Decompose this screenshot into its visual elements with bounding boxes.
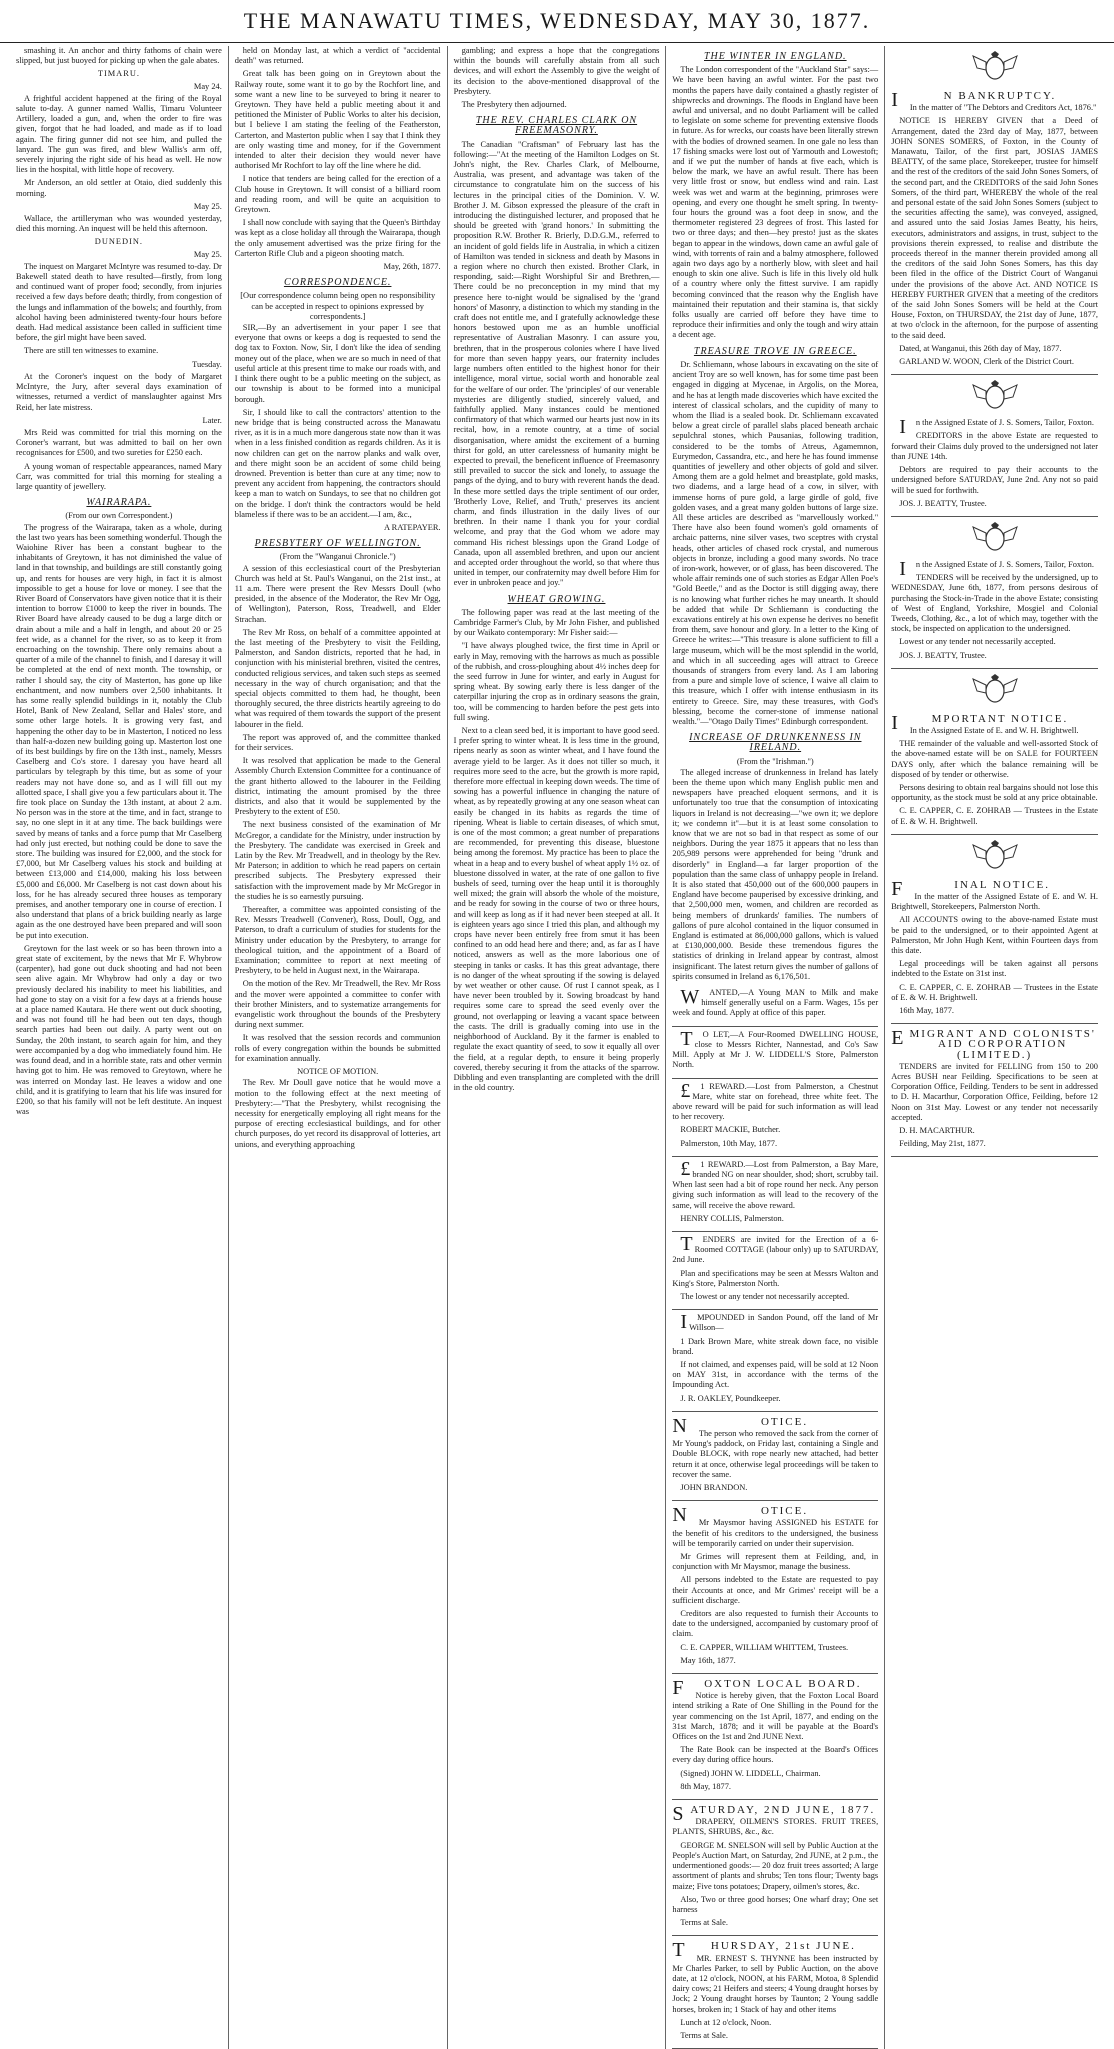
article-paragraph: gambling; and express a hope that the congregations within the bounds will carefully abstain from all such devices, and will exhort the Assembly to give the weight of its decision to the above-mentioned disapproval of the Presbytery.	[453, 46, 660, 96]
dateline: TIMARU.	[97, 69, 140, 79]
advertisement	[891, 875, 1098, 1024]
date-subline: May 25.	[193, 249, 222, 259]
advertisement-text: CREDITORS in the above Estate are requested to forward their Claims duly proved to the undersigned not later than JUNE 14th.	[891, 431, 1098, 461]
article-paragraph: It was resolved that application be made to the General Assembly Church Extension Committee for a continuance of the grant hitherto allowed to the labourer in the Feilding district, intimating the amount promised by the three districts, and also that it would be supplemented by the Presbytery to the extent of £50.	[234, 756, 441, 817]
advertisement-text: IMPOUNDED in Sandon Pound, off the land of Mr Willson—	[680, 1311, 879, 1334]
advertisement	[891, 86, 1098, 375]
advertisement-text: DRAPERY, OILMEN'S STORES. FRUIT TREES, PLANTS, SHRUBS, &c., &c.	[672, 1817, 879, 1837]
masthead	[0, 0, 1114, 43]
advertisement-text: Lowest or any tender not necessarily accepted.	[899, 637, 1056, 647]
article-paragraph: SIR,—By an advertisement in your paper I see that everyone that owns or keeps a dog is requested to send the dog tax to Foxton. Now, Sir, I don't like the idea of sending money out of the place, when we are so much in need of that useful article at this present time to make our roads with, and I think there ought to be a public meeting on the subject, as our township is about to be formed into a municipal borough.	[234, 323, 441, 404]
article-paragraph: Dr. Schliemann, whose labours in excavating on the site of ancient Troy are so well known, has for some time past been engaged in digging at Mycenae, in Argolis, on the Morea, and he has at length made discoveries which have excited the interest of classical scholars, and the cupidity of many to whom the Iliad is a sealed book. Dr. Schliemann excavated below a great circle of parallel slabs placed beneath archaic sepulchral stones, which Pausanias, following tradition, considered to be the tombs of Atreus, Agamemnon, Eurymedon, Cassandra, etc., and here he has found immense quantities of jewellery and other objects of gold and silver. Among them are a gold helmet and breastplate, gold masks, two diadems, and a large head of a cow, in silver, with immense horns of pure gold, a large girdle of gold, five golden vases, and a great many golden buttons of large size. All these articles are described as "marvellously worked." There have also been found women's gold ornaments of archaic patterns, nine silver vases, two sceptres with crystal heads, other articles of chased rock crystal, and numerous objects in bronze, including a good many swords. No trace of iron-work, however, or of glass, has been discovered. The whole affair reminds one of such stories as Edgar Allen Poe's "Gold Beetle," and as the Doctor is still digging away, there is no knowing what further riches he may unearth. It should be added that while Dr Schliemann is conducting the excavations entirely at his own expense he derives no benefit from them, save honour and glory. In a letter to the King of Greece he writes:—"This treasure is alone sufficient to fill a large museum, which will be the most splendid in the world, and which in all succeeding ages will attract to Greece thousands of strangers from every land. As I am laboring from a pure and simple love of science, I waive all claim to this treasure, which I offer with intense enthusiasm in its entirety to Greece. Sire, may these treasures, with God's blessing, become the corner-stone of immense national wealth."—"Otago Daily Times" Edinburgh correspondent.	[672, 359, 879, 726]
column-1	[10, 46, 229, 2049]
article-paragraph: "I have always ploughed twice, the first time in April or early in May, removing with the harrows as much as possible of the rubbish, and cross-ploughing about 4½ inches deep for the seed furrow in June for winter, and early in August for spring wheat. By sowing early there is less danger of the caterpillar injuring the crop as in ordinary seasons the grain, too, will be commencing to harden before the pest gets into full swing.	[453, 641, 660, 722]
royal-crest-icon	[967, 521, 1023, 553]
advertisement-title: FOXTON LOCAL BOARD.	[672, 1677, 862, 1700]
advertisement-text: Mr Maysmor having ASSIGNED his ESTATE for the benefit of his creditors to the undersigned, the business will be temporarily carried on under their supervision.	[672, 1518, 879, 1548]
article-paragraph: The inquest on Margaret McIntyre was resumed to-day. Dr Bakewell stated death to have resulted—firstly, from long and continued want of proper food; secondly, from injuries received a few days before death; thirdly, from congestion of the lungs and inflammation of the bowels; and fourthly, from alcohol having been administered twenty-four hours before death. Had medical assistance been called in sufficient time before, the girl might have been saved.	[16, 261, 222, 343]
newspaper-title: THE MANAWATU TIMES, WEDNESDAY, MAY 30, 1877.	[243, 8, 871, 33]
article-paragraph: Great talk has been going on in Greytown about the Railway route, some want it to go by the Rochfort line, and some want a new line to be surveyed to bring it nearer to Greytown. They have held a public meeting about it and petitioned the Minister of Public Works to alter his decision, but I believe I am stating the feeling of the Featherston, Carterton, and Masterton public when I say that I think they are only wasting time and money, for if the Government intended to alter their decision they would never have authorised Mr Rochfort to lay off the line where he did.	[234, 69, 441, 171]
advertisement-text: Terms at Sale.	[680, 2030, 728, 2040]
advertisement	[672, 1800, 878, 1936]
centered-note: (From our own Correspondent.)	[65, 511, 173, 521]
article-headline: WHEAT GROWING.	[507, 593, 606, 605]
advertisement-title: IMPORTANT NOTICE.	[891, 711, 1069, 734]
article-paragraph: held on Monday last, at which a verdict of "accidental death" was returned.	[234, 46, 441, 66]
advertisement	[672, 1310, 878, 1412]
advertisement-text: C. E. CAPPER, WILLIAM WHITTEM, Trustees.	[680, 1642, 849, 1652]
date-subline: May, 26th, 1877.	[383, 262, 441, 272]
article-paragraph: Mrs Reid was committed for trial this morning on the Coroner's warrant, but was admitted to bail on her own recognisances for £500, and two sureties for £250 each.	[16, 427, 222, 458]
royal-crest-icon	[967, 50, 1023, 82]
article-paragraph: I shall now conclude with saying that the Queen's Birthday was kept as a close holiday all through the Wairarapa, though the only amusement advertised was the prize firing for the Carterton Rifle Club and a pigeon shooting match.	[234, 218, 441, 258]
article-paragraph: The next business consisted of the examination of Mr McGregor, a candidate for the Ministry, under instruction by the Presbytery. The candidate was exercised in Greek and Latin by the Rev. Mr Treadwell, and in theology by the Rev. Mr Paterson; in addition to which he read papers on certain prescribed subjects. The Presbytery expressed their satisfaction with the improvement made by Mr McGregor in the studies he is so earnestly pursuing.	[234, 820, 441, 901]
advertisement-text: D. H. MACARTHUR.	[899, 1126, 975, 1136]
advertisement-title: THURSDAY, 21st JUNE.	[672, 1939, 856, 1962]
dateline: DUNEDIN.	[94, 237, 144, 247]
article-headline: THE WINTER IN ENGLAND.	[704, 51, 847, 62]
advertisement-text: GARLAND W. WOON, Clerk of the District Court.	[899, 357, 1074, 367]
advertisement-text: The person who removed the sack from the corner of Mr Young's paddock, on Friday last, containing a Single and Double BLOCK, with rope nearly new attached, had better return it at once, otherwise legal proceedings will be taken to recover the same.	[672, 1428, 879, 1479]
article-paragraph: Wallace, the artilleryman who was wounded yesterday, died this morning. An inquest will be held this afternoon.	[16, 214, 222, 234]
article-paragraph: The Rev Mr Ross, on behalf of a committee appointed at the last meeting of the Presbytery to visit the Feilding, Palmerston, and Sandon districts, reported that he had, in conjunction with his ministerial brethren, visited the centres, conducted religious services, and taken such steps as seemed necessary in the way of church organisation; and that the special objects committed to them had, he thought, been thoroughly secured, the three districts heartily agreeing to do what was required of them towards the support of the present labourer in the field.	[234, 627, 441, 729]
article-paragraph: The report was approved of, and the committee thanked for their services.	[234, 732, 441, 752]
article-headline: WAIRARAPA.	[86, 497, 152, 509]
advertisement-text: MR. ERNEST S. THYNNE has been instructed by Mr Charles Parker, to sell by Public Auction, on the above date, at 12 o'clock, NOON, at his FARM, Motoa, 8 Splendid dairy cows; 21 Heifers and steers; 4 Young draught horses by Jock; 2 Young draught horses by Taunton; 2 Young saddle horses, broken in; 1 Stack of hay and other items	[672, 1953, 879, 2014]
article-paragraph: The alleged increase of drunkenness in Ireland has lately been the theme upon which many English public men and newspapers have preached eloquent sermons, and it is unfortunately too true that the consumption of intoxicating liquors in Ireland is not decreasing—"we own it; we deplore it; we condemn it"—but it is at least some consolation to know that we are not so bad in that respect as some of our neighbors. During the year 1875 it appears that no less than 205,989 persons were apprehended for being "drunk and disorderly" in England—a far larger proportion of the population than the same class of unhappy people in Ireland. It is also stated that 450,000 out of the 600,000 paupers in England have become pauperised by excessive drinking, and that 2,500,000 men, women, and children are recorded as being members of drunkards' families. The numbers of gallons of pure alcohol contained in the liquor consumed in England is estimated at 86,000,000 gallons, which is valued at £130,000,000. Beside these tremendous figures the statistics of drinking in Ireland appear by contrast, almost insignificant. The latest return gives the number of gallons of spirits consumed in Ireland as 6,176,501.	[672, 767, 879, 981]
advertisement-text: 16th May, 1877.	[899, 1006, 955, 1015]
advertisement-text: ROBERT MACKIE, Butcher.	[680, 1125, 781, 1135]
advertisement-text: JOS. J. BEATTY, Trustee.	[899, 498, 987, 508]
advertisement-text: JOHN BRANDON.	[680, 1483, 748, 1492]
advertisement	[891, 1024, 1098, 1157]
newspaper-columns	[10, 46, 1104, 2040]
advertisement-text: In the Assigned Estate of J. S. Somers, Tailor, Foxton.	[899, 557, 1094, 580]
advertisement-text: JOS. J. BEATTY, Trustee.	[899, 650, 987, 660]
centered-note: NOTICE OF MOTION.	[297, 1067, 379, 1077]
column-3	[448, 46, 667, 2049]
advertisement-text: NOTICE IS HEREBY GIVEN that a Deed of Arrangement, dated the 23rd day of May, 1877, between JOHN SONES SOMERS, of Foxton, in the County of Manawatu, Tailor, of the first part, JOSIAS JAMES BEATTY, of the same place, Storekeeper, trustee for himself and the rest of the creditors of the said John Sones Somers, of the second part, and the CREDITORS of the said John Sones Somers, of the third part, WHEREBY the whole of the real and personal estate of the said John Sones Somers (subject to the securities affecting the same), was conveyed, assigned, and assured unto the said Josias James Beatty, his heirs, executors, administrators and assigns, in trust, subject to the provisions therein expressed, to realise and distribute the proceeds thereof in the manner therein provided among all the creditors of the said John Sones Somers, has this day been filed in the office of the District Court of Wanganui under the provisions of the above Act. AND NOTICE IS HEREBY FURTHER GIVEN that a meeting of the creditors of the said John Sones Somers will be held at the Court House, Foxton, on THURSDAY, the 21st day of June, 1877, at two o'clock in the afternoon, for the purpose of assenting to the said deed.	[891, 116, 1098, 340]
centered-note: (From the "Irishman.")	[736, 756, 814, 766]
advertisement-text: Debtors are required to pay their accounts to the undersigned before SATURDAY, June 2nd. Any not so paid will be sued for forthwith.	[891, 465, 1098, 495]
article-paragraph: A session of this ecclesiastical court of the Presbyterian Church was held at St. Paul's Wanganui, on the 21st inst., at 11 a.m. There were present the Rev Messrs Doull (who presided, in the absence of the Moderator, the Rev Mr Ogg, of Wellington), Paterson, Ross, Treadwell, and Elder Strachan.	[234, 563, 441, 624]
advertisement-text: Feilding, May 21st, 1877.	[899, 1139, 986, 1149]
advertisement-text: GEORGE M. SNELSON will sell by Public Auction at the People's Auction Mart, on Saturday, 2nd JUNE, at 2 p.m., the undermentioned goods:— 20 doz fruit trees assorted; A large assortment of plants and shrubs; Ten tons flour; Twenty bags maize; Five tons potatoes; Drapery, oilmen's stores, &c.	[672, 1840, 879, 1891]
advertisement-text: Legal proceedings will be taken against all persons indebted to the Estate on 31st inst.	[891, 959, 1098, 979]
advertisement	[891, 415, 1098, 517]
advertisement	[672, 1232, 878, 1310]
advertisement-text: Palmerston, 10th May, 1877.	[680, 1138, 778, 1148]
advertisement	[672, 985, 878, 1027]
column-5	[885, 46, 1104, 2049]
advertisement	[891, 557, 1098, 669]
advertisement-text: Notice is hereby given, that the Foxton Local Board intend striking a Rate of One Shilling in the Pound for the year commencing on the 1st April, 1877, and ending on the 31st March, 1878; and it will be payable at the Board's Offices on the 1st and 2nd JUNE Next.	[672, 1691, 879, 1742]
article-paragraph: The following paper was read at the last meeting of the Cambridge Farmer's Club, by Mr John Fisher, and published by our Waikato contemporary: Mr Fisher said:—	[453, 607, 660, 638]
advertisement	[672, 1674, 878, 1800]
advertisement	[672, 1501, 878, 1674]
advertisement-text: C. E. CAPPER, C. E. ZOHRAB — Trustees in the Estate of E. & W. H. Brightwell.	[891, 806, 1098, 826]
advertisement	[672, 1412, 878, 1501]
advertisement-text: TENDERS are invited for the Erection of a 6-Roomed COTTAGE (labour only) up to SATURDAY, 2nd June.	[672, 1232, 879, 1265]
article-paragraph: The London correspondent of the "Auckland Star" says:—We have been having an awful winter. For the past two months the papers have daily contained a ghastly register of shipwrecks and drownings. The floods in England have been awful and universal, and no doubt Parliament will be called to legislate on some scheme for preventing extensive floods in future. As for wrecks, our coasts have been literally strewn with the bodies of drowned seamen. In one gale no less than 17 fishing smacks were lost out of Yarmouth and Lowestoft; and if we put the number of hands at five each, which is below the mark, we have an awful result. There has been very little frost or snow, but endless wind and rain. Last week was wet and warm at the beginning, primroses were opening, and every one thought he smelt spring. In twenty-four hours the ground was a foot deep in snow, and the thermometer registered 23 degrees of frost. This lasted for two or three days; and then—hey presto! just as the skates began to appear in the windows, down came an awful gale of wind, with torrents of rain and a balmy atmosphere, followed again two days ago by a northerly blow, with sleet and hail enough to skin one alive. Such is life in this lively old hulk of a country where only the fittest survive. I am rapidly becoming convinced that the reason why the English have maintained their reputation and their stamina is, that sickly folks usually are carried off before they have time to reproduce their infirmities and only the tough and wiry attain a decent age.	[672, 65, 879, 340]
advertisement-text: Terms at Sale.	[680, 1918, 728, 1928]
article-paragraph: Thereafter, a committee was appointed consisting of the Rev. Messrs Treadwell (Convener), Ross, Doull, Ogg, and Paterson, to draft a curriculum of studies for students for the Ministry under education by the Presbytery, to arrange for theological tuition, and the appointment of a Board of Examination; committee to report at next meeting of Presbytery, to be held in August next, in the Wairarapa.	[234, 905, 441, 976]
article-headline: THE REV. CHARLES CLARK ON FREEMASONRY.	[475, 115, 638, 137]
advertisement-text: Persons desiring to obtain real bargains should not lose this opportunity, as the stock must be sold at any price obtainable.	[891, 782, 1098, 803]
centered-note: [Our correspondence column being open no responsibility can be accepted in respect to opinions expressed by correspondents.]	[240, 291, 436, 321]
advertisement-text: 1 Dark Brown Mare, white streak down face, no visible brand.	[672, 1336, 879, 1356]
advertisement	[891, 709, 1098, 835]
signature: A RATEPAYER.	[383, 522, 441, 532]
advertisement-text: In the Assigned Estate of J. S. Somers, Tailor, Foxton.	[899, 416, 1094, 439]
advertisement-text: In the Assigned Estate of E. and W. H. Brightwell.	[909, 725, 1079, 735]
advertisement-text: THE remainder of the valuable and well-assorted Stock of the above-named estate will be on SALE for FOURTEEN DAYS only, after which the balance remaining will be disposed of by tender or otherwise.	[891, 739, 1098, 779]
date-subline: Tuesday.	[192, 359, 222, 369]
article-headline: CORRESPONDENCE.	[283, 277, 392, 289]
advertisement-text: If not claimed, and expenses paid, will be sold at 12 Noon on MAY 31st, in accordance with the terms of the Impounding Act.	[672, 1359, 879, 1390]
advertisement-title: NOTICE.	[672, 1504, 809, 1527]
advertisement	[672, 1157, 878, 1232]
column-4	[666, 46, 885, 2049]
advertisement	[672, 1936, 878, 2049]
advertisement-text: Lunch at 12 o'clock, Noon.	[680, 2017, 772, 2027]
date-subline: May 25.	[193, 201, 222, 211]
article-paragraph: I notice that tenders are being called for the erection of a Club house in Greytown. It will consist of a billiard room and reading room, and will be quite an acquisition to Greytown.	[234, 174, 441, 215]
article-headline: TREASURE TROVE IN GREECE.	[693, 345, 857, 357]
article-paragraph: The Canadian "Craftsman" of February last has the following:—"At the meeting of the Hamilton Lodges on St. John's night, the Rev. Charles Clark, of Melbourne, Australia, was present, and advantage was taken of the circumstance to congratulate him on the success of his lectures in the principal cities of the Dominion. V. W. Brother J. M. Gibson expressed the pleasure of the craft in introducing the distinguished lecturer, and proposed that he should be greeted with 'grand honors.' In submitting the proposition R.W. Brother R. Brierly, D.D.G.M., referred to an incident of gold fields life in Australia, in which a citizen of Hamilton was tended in sickness and death by Masons in a region where no church then existed. Brother Clark, in responding, said:—Right Worshipful Sir and Brethren,—There could be no preconception in my mind that my presence here to-night would be signalised by the 'grand honors' of Masonry, a distinction to which my standing in the craft does not entitle me, and I gratefully acknowledge these honors bestowed upon me as an humble unofficial representative of Australian Masonry. I can assure you, brethren, that in the prosperous colonies where I have lived for more than seven happy years, our fraternity includes large numbers often entitled to the highest honor for their intelligence, moral virtue, social worth and honorable zeal for the welfare of our order. The 'principles' of our venerable mysteries are diligently studied, sincerely valued, and faithfully applied. Many instances could be mentioned confirmatory of that which warmed our hearts just now in its recital, how, in a remote country, at a time of social disorganisation, where amidst the excitement of a burning thirst for gold, an utter carelessness of humanity might be expected to prevail, the beneficent influence of Freemasonry still prevailed to succor the sick and lonely, to assuage the pangs of the dying, and to bury with reverent hands the dead. In these more settled days the triple sentiment of our order, 'Brotherly Love, Relief, and Truth,' preserves its ancient charm, and finds illustration in the daily lives of our brethren. In their name I thank you for your cordial welcome, and pray that the God whom we adore may command His richest blessings upon the Grand Lodge of Canada, upon all assembled brethren, and upon our ancient and accepted order throughout the world, so that where thus united in temper, our confraternity may dwell before Him for ever in unbroken peace and joy."	[453, 139, 660, 588]
date-subline: May 24.	[193, 81, 222, 91]
advertisement-text: Dated, at Wanganui, this 26th day of May, 1877.	[899, 343, 1062, 353]
article-paragraph: At the Coroner's inquest on the body of Margaret McIntyre, the Jury, after several days examination of witnesses, returned a verdict of manslaughter against Mrs Reid, her late mistress.	[16, 371, 222, 412]
advertisement-text: TO LET,—A Four-Roomed DWELLING HOUSE, close to Messrs Richter, Nannestad, and Co's Saw Mill. Apply at Mr J. W. LIDDELL'S Store, Palmerston North.	[672, 1027, 879, 1070]
article-paragraph: The Presbytery then adjourned.	[461, 100, 567, 110]
article-headline: INCREASE OF DRUNKENNESS IN IRELAND.	[689, 732, 862, 754]
advertisement-text: (Signed) JOHN W. LIDDELL, Chairman.	[680, 1768, 821, 1778]
article-paragraph: On the motion of the Rev. Mr Treadwell, the Rev. Mr Ross and the mover were appointed a committee to confer with their brother Ministers, and to systematize arrangements for evangelistic work throughout the bounds of the Presbytery during next summer.	[234, 979, 441, 1030]
advertisement-text: The Rate Book can be inspected at the Board's Offices every day during office hours.	[672, 1745, 879, 1765]
advertisement	[672, 1027, 878, 1079]
article-paragraph: A young woman of respectable appearances, named Mary Carr, was committed for trial this morning for stealing a large quantity of jewellery.	[16, 461, 222, 491]
advertisement-text: All ACCOUNTS owing to the above-named Estate must be paid to the undersigned, or to their appointed Agent at Palmerston, Mr John Hugh Kent, within Fourteen days from this date.	[891, 915, 1098, 955]
advertisement-text: In the matter of the Assigned Estate of E. and W. H. Brightwell, Storekeepers, Palmerston North.	[891, 891, 1098, 912]
date-subline: Later.	[202, 415, 222, 425]
advertisement-text: All persons indebted to the Estate are requested to pay their Accounts at once, and Mr Grimes' receipt will be a sufficient discharge.	[672, 1575, 879, 1605]
article-paragraph: A frightful accident happened at the firing of the Royal salute to-day. A gunner named Wallis, Timaru Volunteer Artillery, loaded a gun, and, when the order to fire was given, forgot that he had loaded, and made as if to load again. The firing gunner did not see him, and pulled the lanyard. The gun was fired, and blew Wallis's arm off, severely injuring the right side of his head as well. He now lies in the hospital, with little hope of recovery.	[16, 93, 222, 175]
article-paragraph: Greytown for the last week or so has been thrown into a great state of excitement, by the news that Mr F. Whybrow (carpenter), had gone out duck shooting and had not been seen alive again. Mr Whybrow had only a day or two previously declared his inability to meet his liabilities, and had gone to stay on a visit for a few days at a friends house at a place named Kautara. He there went out duck shooting, and was not found till he had been out ten days, though search parties had been out daily. A party went out on Sunday, the 20th instant, to search again for him, and they were accompanied by a dog who immediately found him. He was found dead, and in a horrible state, rats and other vermin having got to him. He was removed to Greytown, where he was interred on Monday last. He leaves a widow and one child, and it is gratifying to learn that his life was insured for £200, so that his family will not be left destitute. An inquest was	[16, 943, 222, 1117]
article-paragraph: smashing it. An anchor and thirty fathoms of chain were slipped, but just buoyed for picking up when the gale abates.	[16, 46, 222, 66]
advertisement-text: £1 REWARD.—Lost from Palmerston, a Chestnut Mare, white star on forehead, three white feet. The above reward will be paid for such information as will lead to her recovery.	[672, 1079, 879, 1122]
article-headline: PRESBYTERY OF WELLINGTON.	[254, 538, 421, 550]
royal-crest-icon	[967, 839, 1023, 871]
article-paragraph: Mr Anderson, an old settler at Otaio, died suddenly this morning.	[16, 178, 222, 198]
advertisement-text: The lowest or any tender not necessarily accepted.	[680, 1291, 850, 1301]
advertisement-text: £1 REWARD.—Lost from Palmerston, a Bay Mare, branded NG on near shoulder, shod; short, scrubby tail. When last seen had a bit of rope round her neck. Any person giving such information as will lead to the recovery of the same, will receive the above reward.	[672, 1157, 879, 1210]
article-paragraph: The progress of the Wairarapa, taken as a whole, during the last two years has been something wonderful. Though the Waiohine River has been a constant bugbear to the inhabitants of Greytown, it has not diminished the value of land in that township, and buildings are still constantly going up, and rents for houses are very high, in fact it is almost impossible to get a house for love or money. I see that the River Board of Conservators have given notice that it is their intention to borrow £1000 to keep the river in bounds. The River Board have already caused to be dug a large ditch or drain about a mile and a half in length, and about 20 or 25 feet wide, as a channel for the river, so as to keep it from encroaching on the township. There only remains about a quarter of a mile of the channel to finish, and I daresay it will be completed at the end of next month. The township, or rather I should say, the city of Masterton, has gone up like enchantment, and now numbers over 2,500 inhabitants. It has some really splendid buildings in it, notably the Club Hotel, Bank of New Zealand, Sellar and Hales' store, and some other large hotels. It is growing very fast, and happening the other day to be in Masterton, I noticed no less than half-a-dozen new building going up. Masterton lost one of its best buildings by fire on the 13th inst., namely, Messrs Caselberg and Co's store. I daresay you have heard all particulars by telegraph by this time, but as some of your readers may not have done so, and as I will fill out my allotted space, I shall give you a few particulars about it. The fire took place on Sunday the 13th instant, at about 2 a.m. No person was in the store at the time, and in fact, strange to say, no one slept in it at any time. The back buildings were saved by means of tanks and a force pump that Mr Caselberg had only just erected, but nothing could be done to save the store. The building was insured for £2,000, and the stock for £7,000, but Mr Caselberg values his stock and building at between £13,000 and £14,000, making his loss between £5,000 and £6,000. Mr Caselberg is not cast down about his loss, for he has already secured three houses as temporary premises, and another temporary one in course of erection. I also understand that plans of a brick building nearly as large again as the one destroyed have been prepared and will soon be put into execution.	[16, 522, 222, 940]
royal-crest-icon	[967, 673, 1023, 705]
royal-crest-icon	[967, 379, 1023, 411]
advertisement-text: HENRY COLLIS, Palmerston.	[680, 1213, 784, 1223]
article-paragraph: Sir, I should like to call the contractors' attention to the new bridge that is being constructed across the Manawatu river, as it is in a much more dangerous state now than it was when in a less finished condition as regards children. As it is now children can get on the narrow planks and walk over, and there might soon be an accident of some child being drowned. Prevention is better than cure at any time; now to prevent any accident from happening, the contractors should keep a man to watch on Sundays, to see that no children got on the bridge. I don't think the contractors would be held blameless if there was to be an accident.—I am, &c.,	[234, 407, 441, 519]
advertisement-title: FINAL NOTICE.	[891, 877, 1050, 900]
advertisement-title: EMIGRANT AND COLONISTS' AID CORPORATION (LIMITED.)	[891, 1027, 1096, 1061]
advertisement-text: J. R. OAKLEY, Poundkeeper.	[680, 1393, 781, 1403]
advertisement-text: May 16th, 1877.	[680, 1655, 736, 1665]
advertisement-title: SATURDAY, 2ND JUNE, 1877.	[672, 1803, 876, 1826]
advertisement-text: In the matter of "The Debtors and Creditors Act, 1876."	[909, 103, 1097, 113]
advertisement	[672, 1079, 878, 1157]
advertisement-title: NOTICE.	[672, 1414, 809, 1437]
advertisement-text: Creditors are also requested to furnish their Accounts to date to the undersigned, accompanied by customary proof of claim.	[672, 1609, 879, 1639]
article-paragraph: There are still ten witnesses to examine.	[24, 346, 159, 356]
advertisement-text: Also, Two or three good horses; One wharf dray; One set harness	[672, 1894, 879, 1914]
advertisement-text: 8th May, 1877.	[680, 1781, 732, 1791]
advertisement-text: C. E. CAPPER, C. E. ZOHRAB — Trustees in the Estate of E. & W. H. Brightwell.	[891, 982, 1098, 1002]
advertisement-text: TENDERS will be received by the undersigned, up to WEDNESDAY, June 6th, 1877, from persons desirous of purchasing the Stock-in-Trade in the above Estate; consisting of West of England, Yorkshire, Mosgiel and Colonial Tweeds, Clothing, &c., a lot of which may, together with the stock, be inspected on application to the undersigned.	[891, 573, 1098, 634]
advertisement-text: WANTED,—A Young MAN to Milk and make himself generally useful on a Farm. Wages, 15s per week and found. Apply at office of this paper.	[672, 986, 879, 1018]
advertisement-text: Mr Grimes will represent them at Feilding, and, in conjunction with Mr Maysmor, manage the business.	[672, 1552, 879, 1572]
article-paragraph: It was resolved that the session records and communion rolls of every congregation within the bounds be submitted for examination annually.	[234, 1033, 441, 1063]
article-paragraph: Next to a clean seed bed, it is important to have good seed. I prefer spring to winter wheat. It is less time in the ground, ripens nearly as soon as winter wheat, and I have found the average yield to be larger. As it does not tiller so much, it requires more seed to the acre, but the growth is more rapid, therefore more effectual in keeping down weeds. The time of sowing has a powerful influence in changing the nature of wheat, as by repeatedly growing at any one season wheat can easily be changed in its habits as regards the time of ripening. Wheat is liable to certain diseases, of which smut, is one of the most common; a great number of preparations are recommended, for preventing this disease, bluestone being among the foremost. My practice has been to place the wheat in a heap and to every bushel of wheat apply 1½ oz. of bluestone dissolved in water, at the rate of one gallon to five bushels of seed, turning over the heap until it is thoroughly well mixed; the grain will absorb the whole of the moisture, and be ready for sowing in the course of two or three hours, and will keep as long as if it had never been steeped at all. It is eighteen years ago since I tried this plan, and although my crops have never been entirely free from smut it has been confined to an odd head here and there; and, as far as I have noticed, answers as well as the more laborious one of steeping in tanks or casks. It has this great advantage, there is no danger of the wheat sprouting if the sowing is delayed by wet weather or other cause. Of rust I cannot speak, as I have never been troubled by it. Sowing broadcast by hand requires some care to spread the seed evenly over the ground, not overlapping or leaving a vacant space between the casts. The drill is gradually coming into use in the neighborhood of Auckland. By it the farmer is enabled to regulate the exact quantity of seed, to sow it equally all over the field, at a regular depth, to ensure it being properly covered, thereby securing it from the attacks of the sparrow. Dibbling and even transplanting are completed with the drill in the old country.	[453, 726, 660, 1093]
centered-note: (From the "Wanganui Chronicle.")	[279, 552, 396, 562]
advertisement-text: TENDERS are invited for FELLING from 150 to 200 Acres BUSH near Feilding. Specifications to be seen at Corporation Office, Feilding. Tenders to be sent in addressed to D. H. Macarthur, Corporation Office, Feilding, before 12 Noon on 31st May. Lowest or any tender not necessarily accepted.	[891, 1061, 1098, 1122]
article-paragraph: The Rev. Mr Doull gave notice that he would move a motion to the following effect at the next meeting of Presbytery:—"That the Presbytery, whilst recognising the necessity for energetically employing all right means for the purpose of erecting ecclesiastical buildings, and for other church purposes, do yet record its disapproval of lotteries, art unions, and everything approaching	[234, 1078, 441, 1149]
advertisement-title: IN BANKRUPTCY.	[891, 89, 1057, 111]
advertisement-text: Plan and specifications may be seen at Messrs Walton and King's Store, Palmerston North.	[672, 1268, 879, 1288]
column-2	[229, 46, 448, 2049]
